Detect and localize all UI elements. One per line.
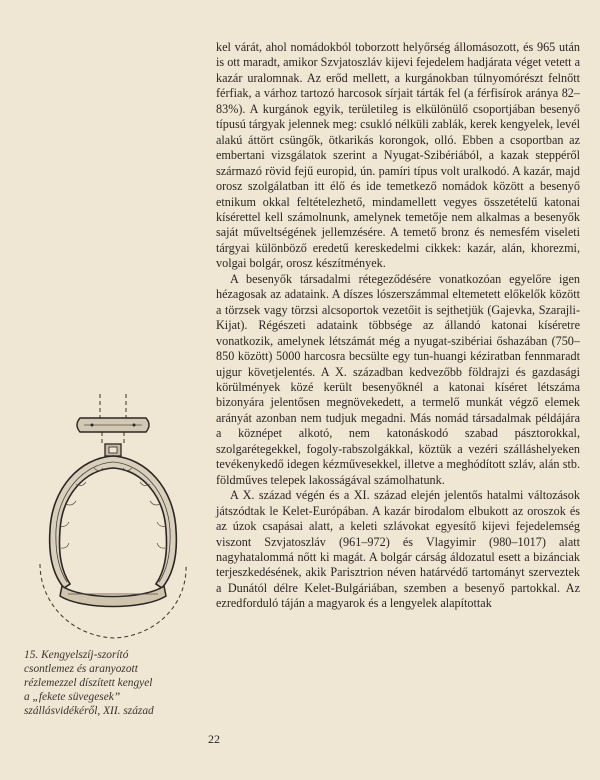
caption-line: szállásvidékéről, XII. század [24, 705, 154, 717]
figure-caption [24, 648, 204, 718]
page-number: 22 [208, 732, 220, 746]
paragraph-3: A X. század végén és a XI. század elején jelentős hatalmi változások játszódtak le Kelet-Európában. A kazár birodalom elbukott az oroszok és az úzok csapásai alatt, a keleti szlávokat egyesítő kijevi fejedelemség viszont Szvjatoszláv (961–972) és Vlagyimir (980–1017) alatt nagyhatalommá nőtt ki magát. A bolgár cárság áldozatul esett a bizánciak terjeszkedésének, akik Parisztrion néven határvédő tartományt szerveztek a Dunától délre Kelet-Bulgáriában, szemben a besenyő partokkal. Az ezredforduló táján a magyarok és a lengyelek alapítottak [216, 488, 580, 611]
stirrup-icon [18, 388, 210, 648]
paragraph-1: kel várát, ahol nomádokból toborzott helyőrség állomásozott, és 965 után is ott maradt, amikor Szvjatoszláv kijevi fejedelem hadjárata véget vetett a kazár uralomnak. Az erőd mellett, a kurgánokban túlnyomórészt felnőtt férfiak, a várhoz tartozó harcosok sírjait tárták fel (a férfisírok aránya 82–83%). A kurgánok egyik, területileg is elkülönülő csoportjában besenyő típusú tárgyak jelennek meg: csukló nélküli zablák, kerek kengyelek, levél alakú áttört csüngők, ötkarikás korongok, olló. Ebben a csoportban az embertani vizsgálatok szerint a Nyugat-Szibériából, a kazak steppéről származó rövid fejű europid, ún. pamíri típus volt uralkodó. A kazár, majd orosz szolgálatban itt élő és ide temetkező nomádok között a besenyő etnikum okkal feltételezhető, mindamellett vegyes összetételű katonai kísérettel kell számolnunk, amelynek temetője nem alkalmas a besenyők saját műveltségének jellemzésére. A temető bronz és nemesfém viseleti tárgyai különböző eredetű kereskedelmi cikkek: kazár, alán, khorezmi, volgai bolgár, orosz készítmények. [216, 40, 580, 271]
caption-line: rézlemezzel díszített kengyel [24, 677, 153, 689]
body-text [216, 40, 580, 612]
caption-line: a „fekete süvegesek” [24, 691, 121, 703]
paragraph-2: A besenyők társadalmi rétegeződésére vonatkozóan egyelőre igen hézagosak az adataink. A díszes lószerszámmal eltemetett előkelők között a törzsek vagy törzsi alcsoportok vezetőit is sejthetjük (Gajevka, Szarajli-Kijat). Régészeti adataink többsége az állandó katonai kíséretre vonatkozik, amelynek létszámát még a nyugat-szibériai őshazában (750–850 között) 5000 harcosra becsülte egy tun-huangi kéziratban fennmaradt ujgur követjelentés. A X. században kedvezőbb földrajzi és gazdasági körülmények közé került besenyőknél a katonai kíséret létszáma bizonyára jelentősen megnövekedett, a termelő munkát végző elemek arányát azonban nem tudjuk megadni. Más nomád társadalmak példájára a köznépet alkotó, nem katonáskodó szabad pásztorokkal, szolgarétegekkel, fogoly-rabszolgákkal, köztük a vezéri szálláshelyeken tevékenykedő idegen kézművesekkel, illetve a meghódított szláv, alán stb. földműves telepek lakosságával számolhatunk. [216, 271, 580, 487]
caption-line: csontlemez és aranyozott [24, 663, 138, 675]
stirrup-illustration [18, 388, 210, 648]
caption-line: 15. Kengyelszíj-szorító [24, 649, 129, 661]
